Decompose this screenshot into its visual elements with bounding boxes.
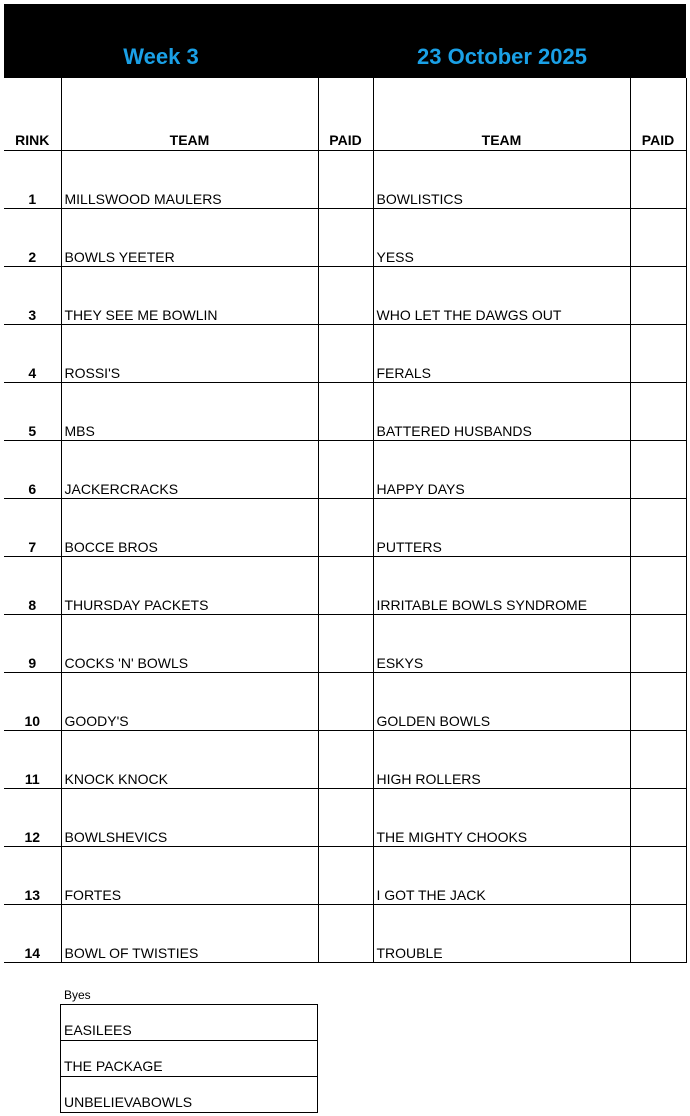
- week-title: Week 3: [123, 44, 199, 69]
- paid-1-cell: [318, 440, 373, 498]
- fixture-row: [4, 440, 686, 498]
- team-1-cell: BOCCE BROS: [61, 498, 318, 556]
- paid-2-cell: [630, 904, 686, 962]
- fixtures-table: [4, 78, 687, 963]
- rink-number: 13: [4, 846, 61, 904]
- team-2-cell: HIGH ROLLERS: [373, 730, 630, 788]
- rink-number: 4: [4, 324, 61, 382]
- rink-number: 2: [4, 208, 61, 266]
- team-2-cell: I GOT THE JACK: [373, 846, 630, 904]
- team-2-cell: PUTTERS: [373, 498, 630, 556]
- team-1-cell: JACKERCRACKS: [61, 440, 318, 498]
- paid-1-cell: [318, 672, 373, 730]
- rink-number: 12: [4, 788, 61, 846]
- paid-1-cell: [318, 730, 373, 788]
- team-1-cell: COCKS 'N' BOWLS: [61, 614, 318, 672]
- team-1-column-header: TEAM: [61, 78, 318, 150]
- team-1-cell: FORTES: [61, 846, 318, 904]
- paid-1-cell: [318, 266, 373, 324]
- bye-team: THE PACKAGE: [61, 1041, 318, 1077]
- paid-1-cell: [318, 150, 373, 208]
- paid-1-cell: [318, 324, 373, 382]
- rink-column-header: RINK: [4, 78, 61, 150]
- team-2-cell: BATTERED HUSBANDS: [373, 382, 630, 440]
- team-1-cell: BOWLSHEVICS: [61, 788, 318, 846]
- paid-1-cell: [318, 788, 373, 846]
- fixture-row: [4, 788, 686, 846]
- rink-number: 6: [4, 440, 61, 498]
- paid-1-cell: [318, 904, 373, 962]
- paid-2-cell: [630, 672, 686, 730]
- team-1-cell: BOWL OF TWISTIES: [61, 904, 318, 962]
- paid-2-cell: [630, 788, 686, 846]
- fixture-row: [4, 730, 686, 788]
- fixtures-body: [4, 78, 686, 962]
- bye-team: UNBELIEVABOWLS: [61, 1077, 318, 1113]
- fixture-row: [4, 266, 686, 324]
- date-title: 23 October 2025: [417, 44, 587, 69]
- team-1-cell: MBS: [61, 382, 318, 440]
- paid-2-cell: [630, 266, 686, 324]
- team-2-cell: WHO LET THE DAWGS OUT: [373, 266, 630, 324]
- header-row: [4, 78, 686, 150]
- paid-1-cell: [318, 846, 373, 904]
- team-1-cell: GOODY'S: [61, 672, 318, 730]
- fixture-row: [4, 208, 686, 266]
- team-1-cell: ROSSI'S: [61, 324, 318, 382]
- fixture-row: [4, 556, 686, 614]
- team-2-cell: IRRITABLE BOWLS SYNDROME: [373, 556, 630, 614]
- bye-team: EASILEES: [61, 1005, 318, 1041]
- paid-1-cell: [318, 208, 373, 266]
- fixture-row: [4, 150, 686, 208]
- byes-table: [60, 1004, 318, 1113]
- paid-1-column-header: PAID: [318, 78, 373, 150]
- paid-2-cell: [630, 324, 686, 382]
- fixture-row: [4, 498, 686, 556]
- team-2-cell: GOLDEN BOWLS: [373, 672, 630, 730]
- paid-2-cell: [630, 498, 686, 556]
- paid-2-cell: [630, 150, 686, 208]
- team-1-cell: THEY SEE ME BOWLIN: [61, 266, 318, 324]
- paid-2-cell: [630, 846, 686, 904]
- fixture-row: [4, 846, 686, 904]
- rink-number: 14: [4, 904, 61, 962]
- paid-2-cell: [630, 556, 686, 614]
- paid-1-cell: [318, 614, 373, 672]
- team-2-cell: BOWLISTICS: [373, 150, 630, 208]
- team-2-cell: HAPPY DAYS: [373, 440, 630, 498]
- paid-2-cell: [630, 440, 686, 498]
- team-1-cell: BOWLS YEETER: [61, 208, 318, 266]
- bye-row: [61, 1005, 318, 1041]
- team-2-cell: YESS: [373, 208, 630, 266]
- paid-2-cell: [630, 730, 686, 788]
- paid-1-cell: [318, 382, 373, 440]
- team-1-cell: THURSDAY PACKETS: [61, 556, 318, 614]
- team-2-cell: TROUBLE: [373, 904, 630, 962]
- paid-1-cell: [318, 556, 373, 614]
- fixture-row: [4, 672, 686, 730]
- team-1-cell: KNOCK KNOCK: [61, 730, 318, 788]
- rink-number: 3: [4, 266, 61, 324]
- fixture-row: [4, 904, 686, 962]
- team-2-cell: THE MIGHTY CHOOKS: [373, 788, 630, 846]
- rink-number: 1: [4, 150, 61, 208]
- byes-label: Byes: [64, 988, 91, 1002]
- rink-number: 9: [4, 614, 61, 672]
- paid-2-cell: [630, 382, 686, 440]
- rink-number: 10: [4, 672, 61, 730]
- team-2-column-header: TEAM: [373, 78, 630, 150]
- rink-number: 5: [4, 382, 61, 440]
- paid-1-cell: [318, 498, 373, 556]
- rink-number: 7: [4, 498, 61, 556]
- bye-row: [61, 1041, 318, 1077]
- paid-2-cell: [630, 614, 686, 672]
- team-2-cell: ESKYS: [373, 614, 630, 672]
- rink-number: 11: [4, 730, 61, 788]
- fixture-row: [4, 324, 686, 382]
- paid-2-column-header: PAID: [630, 78, 686, 150]
- rink-number: 8: [4, 556, 61, 614]
- bye-row: [61, 1077, 318, 1113]
- team-1-cell: MILLSWOOD MAULERS: [61, 150, 318, 208]
- paid-2-cell: [630, 208, 686, 266]
- team-2-cell: FERALS: [373, 324, 630, 382]
- fixture-row: [4, 382, 686, 440]
- fixture-row: [4, 614, 686, 672]
